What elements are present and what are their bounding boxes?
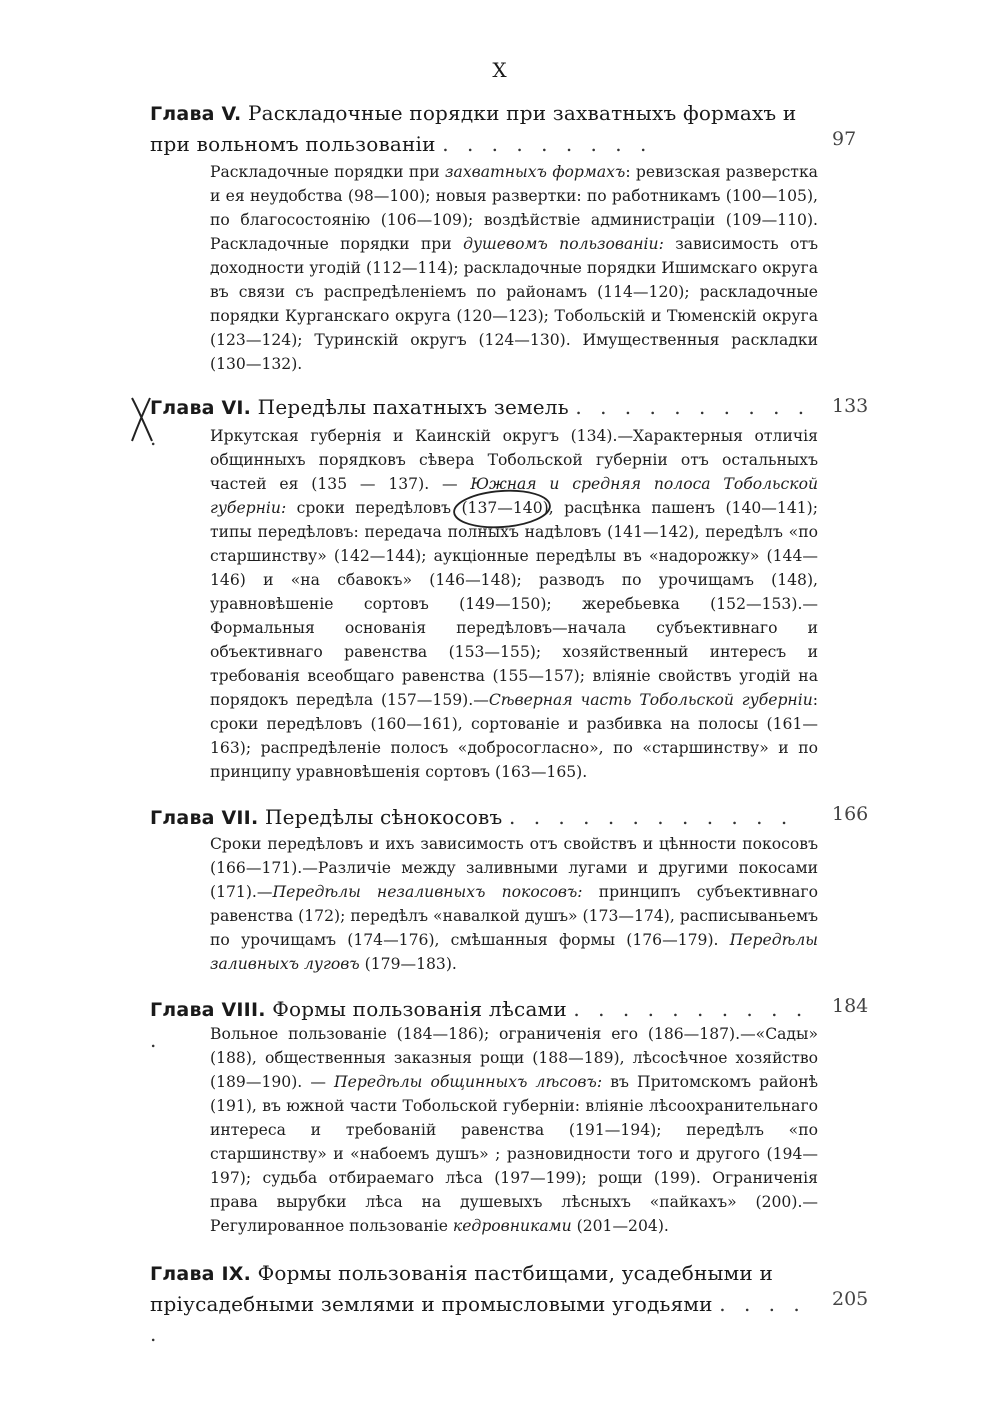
chapter-7-leader-dots: . . . . . . . . . . . . [508,805,794,829]
chapter-6-label: Глава VI. [150,397,252,419]
chapter-9-label: Глава IX. [150,1263,252,1285]
text-run: Вольное пользованіе (184—186); ограниченія его (186—187).—«Сады» (188), общественныя заказныя рощи (188—189), лѣсосѣчное хозяйство (189—190). — [210,1025,818,1091]
text-run: : сроки передѣловъ (160—161), сортованіе и разбивка на полосы (161—163); распредѣленіе полосъ «добросогласно», по «старшинству» и по принципу уравновѣшенія сортовъ (163—165). [210,691,818,781]
italic-run: Передѣлы незаливныхъ покосовъ: [272,883,583,901]
text-run: : ревизская разверстка и ея неудобства (98—100); новыя развертки: по работникамъ (100—105), по благосостоянію (106—109); воздѣйствіе администраціи (109—110). Раскладочные порядки при [210,163,818,253]
chapter-7-title: Передѣлы сѣнокосовъ [264,805,503,829]
chapter-5-page-ref: 97 [832,128,857,150]
chapter-8-label: Глава VIII. [150,999,266,1021]
summary-paragraph [210,832,818,976]
chapter-5-title: Раскладочные порядки при захватныхъ формахъ и при вольномъ пользованіи [150,101,797,156]
summary-paragraph [210,160,818,376]
chapter-7-heading [150,802,818,833]
chapter-5-summary [210,160,818,376]
chapter-7-page-ref: 166 [832,803,869,825]
text-run: принципъ субъективнаго равенства (172); передѣлъ «навалкой душъ» (173—174), расписываньемъ по урочищамъ (174—176), смѣшанныя формы (176—179). [210,883,818,949]
text-run: Раскладочные порядки при [210,163,446,181]
text-run: зависимость отъ доходности угодій (112—114); раскладочные порядки Ишимскаго округа въ связи съ распредѣленіемъ по районамъ (114—120); раскладочные порядки Курганскаго округа (120—123); Тобольскій и Тюменскій округа (123—124); Туринскій округъ (124—130). Имущественныя раскладки (130—132). [210,235,818,373]
chapter-8-title: Формы пользованія лѣсами [272,997,567,1021]
italic-run: душевомъ пользованіи: [463,235,664,253]
text-run: (201—204). [571,1217,669,1235]
handwritten-circle-mark-icon [450,486,558,530]
italic-run: кедровниками [452,1217,572,1235]
chapter-6-leader-dots: . . . . . . . . . . . [150,395,811,450]
chapter-9-heading [150,1258,818,1349]
text-run: Иркутская губернія и Каинскій округъ (134).—Характерныя отличія общинныхъ порядковъ сѣвера Тобольской губерніи отъ остальныхъ частей ея (135 — 137). — [210,427,818,493]
chapter-9-title: Формы пользованія пастбищами, усадебными и пріусадебными землями и промысловыми угодьями [150,1261,774,1316]
italic-run: Южная и средняя полоса Тобольской губерніи: [210,475,819,517]
chapter-6-summary [210,424,818,784]
text-run: Сроки передѣловъ и ихъ зависимость отъ свойствъ и цѣнности покосовъ (166—171).—Различіе между заливными лугами и другими покосами (171).— [210,835,818,901]
chapter-8-leader-dots: . . . . . . . . . . . [150,997,809,1052]
chapter-6-title: Передѣлы пахатныхъ земель [257,395,569,419]
summary-paragraph [210,1022,818,1238]
chapter-7-summary [210,832,818,976]
chapter-9-leader-dots: . . . . . [150,1292,806,1346]
chapter-5-heading [150,98,818,159]
chapter-7-label: Глава VII. [150,807,259,829]
summary-paragraph [210,424,818,784]
italic-run: Передѣлы заливныхъ луговъ [210,931,818,973]
italic-run: Сѣверная часть Тобольской губерніи [488,691,813,709]
chapter-6-page-ref: 133 [832,395,869,417]
chapter-8-page-ref: 184 [832,995,869,1017]
chapter-8-summary [210,1022,818,1238]
chapter-5-label: Глава V. [150,103,242,125]
italic-run: захватныхъ формахъ [445,163,626,181]
text-run: сроки передѣловъ (137—140), расцѣнка пашенъ (140—141); типы передѣловъ: передача полныхъ надѣловъ (141—142), передѣлъ «по старшинству» (142—144); аукціонные передѣлы въ «надорожку» (144—146) и «на сбавокъ» (146—148); разводъ по урочищамъ (148), уравновѣшеніе сортовъ (149—150); жеребьевка (152—153).—Формальныя основанія передѣловъ—начала субъективнаго и объективнаго равенства (153—155); хозяйственный интересъ и требованія всеобщаго равенства (155—157); вліяніе свойствъ угодій на порядокъ передѣла (157—159).— [210,499,818,709]
text-run: въ Притомскомъ районѣ (191), въ южной части Тобольской губерніи: вліяніе лѣсоохранительнаго интереса и требованій равенства (191—194); передѣлъ «по старшинству» и «набоемъ душъ» ; разновидности того и другого (194—197); судьба отбираемаго лѣса (197—199); рощи (199). Ограниченія права вырубки лѣса на душевыхъ лѣсныхъ «пайкахъ» (200).—Регулированное пользованіе [210,1073,818,1235]
chapter-9-page-ref: 205 [832,1288,869,1310]
text-run: (179—183). [359,955,457,973]
chapter-5-leader-dots: . . . . . . . . . [442,132,653,156]
italic-run: Передѣлы общинныхъ лѣсовъ: [334,1073,603,1091]
page-number: X [492,58,508,82]
